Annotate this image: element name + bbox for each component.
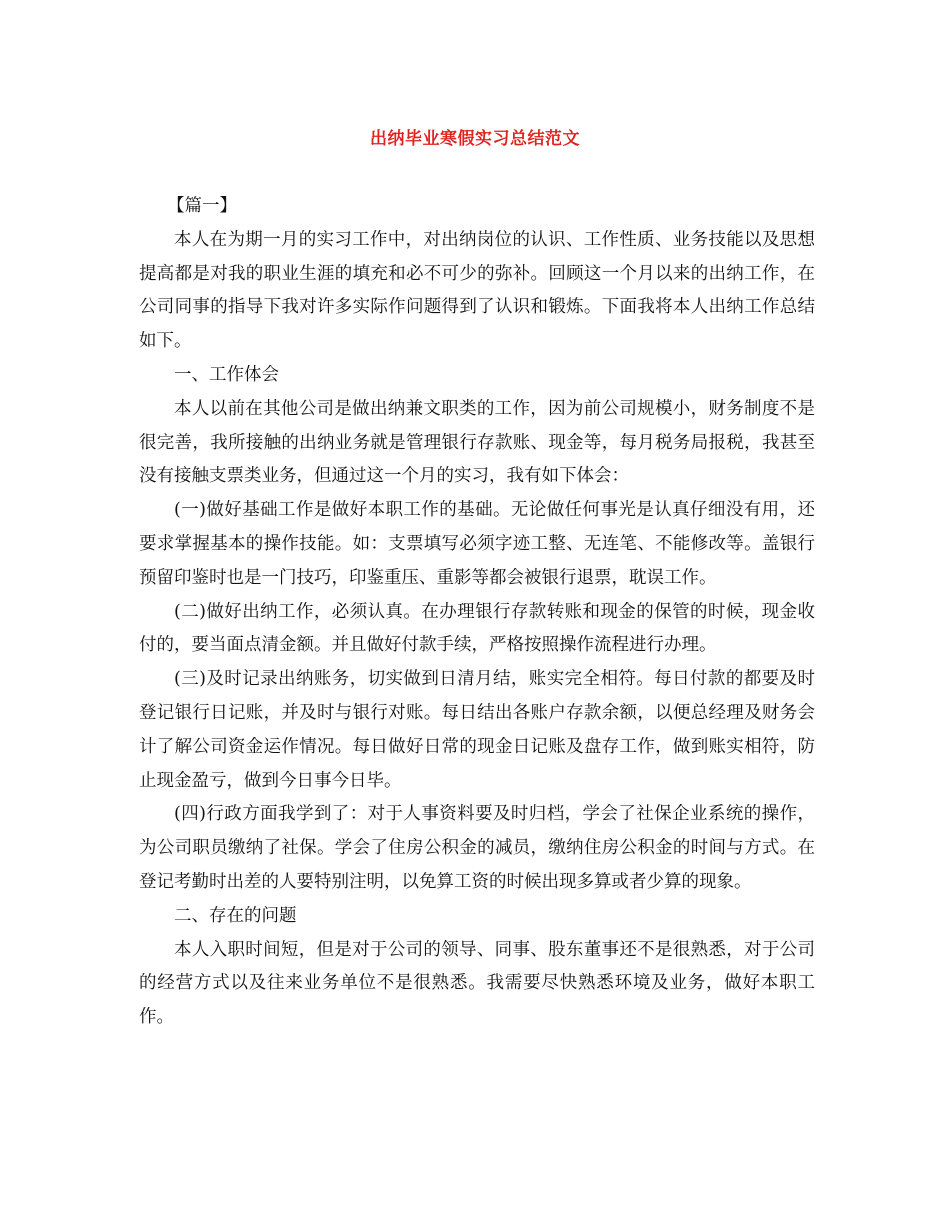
heading-existing-problems: 二、存在的问题 <box>174 905 297 926</box>
document-title: 出纳毕业寒假实习总结范文 <box>370 129 580 149</box>
paragraph-point-two: (二)做好出纳工作，必须认真。在办理银行存款转账和现金的保管的时候，现金收付的，要当面点清金额。并且做好付款手续，严格按照操作流程进行办理。 <box>139 601 815 656</box>
paragraph-problems: 本人入职时间短，但是对于公司的领导、同事、股东董事还不是很熟悉，对于公司的经营方式以及往来业务单位不是很熟悉。我需要尽快熟悉环境及业务，做好本职工作。 <box>139 939 815 1028</box>
paragraph-experience-intro: 本人以前在其他公司是做出纳兼文职类的工作，因为前公司规模小，财务制度不是很完善，我所接触的出纳业务就是管理银行存款账、现金等，每月税务局报税，我甚至没有接触支票类业务，但通过这一个月的实习，我有如下体会： <box>139 398 815 487</box>
document-body <box>139 190 815 1035</box>
paragraph-point-one: (一)做好基础工作是做好本职工作的基础。无论做任何事光是认真仔细没有用，还要求掌握基本的操作技能。如：支票填写必须字迹工整、无连笔、不能修改等。盖银行预留印鉴时也是一门技巧，印鉴重压、重影等都会被银行退票，耽误工作。 <box>139 500 815 588</box>
paragraph-point-four: (四)行政方面我学到了：对于人事资料要及时归档，学会了社保企业系统的操作，为公司职员缴纳了社保。学会了住房公积金的减员，缴纳住房公积金的时间与方式。在登记考勤时出差的人要特别注明，以免算工资的时候出现多算或者少算的现象。 <box>139 804 815 892</box>
heading-work-experience: 一、工作体会 <box>174 364 279 385</box>
section-tag-part-one: 【篇一】 <box>167 196 237 216</box>
paragraph-intro: 本人在为期一月的实习工作中，对出纳岗位的认识、工作性质、业务技能以及思想提高都是对我的职业生涯的填充和必不可少的弥补。回顾这一个月以来的出纳工作，在公司同事的指导下我对许多实际作问题得到了认识和锻炼。下面我将本人出纳工作总结如下。 <box>139 229 815 352</box>
paragraph-point-three: (三)及时记录出纳账务，切实做到日清月结，账实完全相符。每日付款的都要及时登记银行日记账，并及时与银行对账。每日结出各账户存款余额，以便总经理及财务会计了解公司资金运作情况。每日做好日常的现金日记账及盘存工作，做到账实相符，防止现金盈亏，做到今日事今日毕。 <box>139 669 815 791</box>
